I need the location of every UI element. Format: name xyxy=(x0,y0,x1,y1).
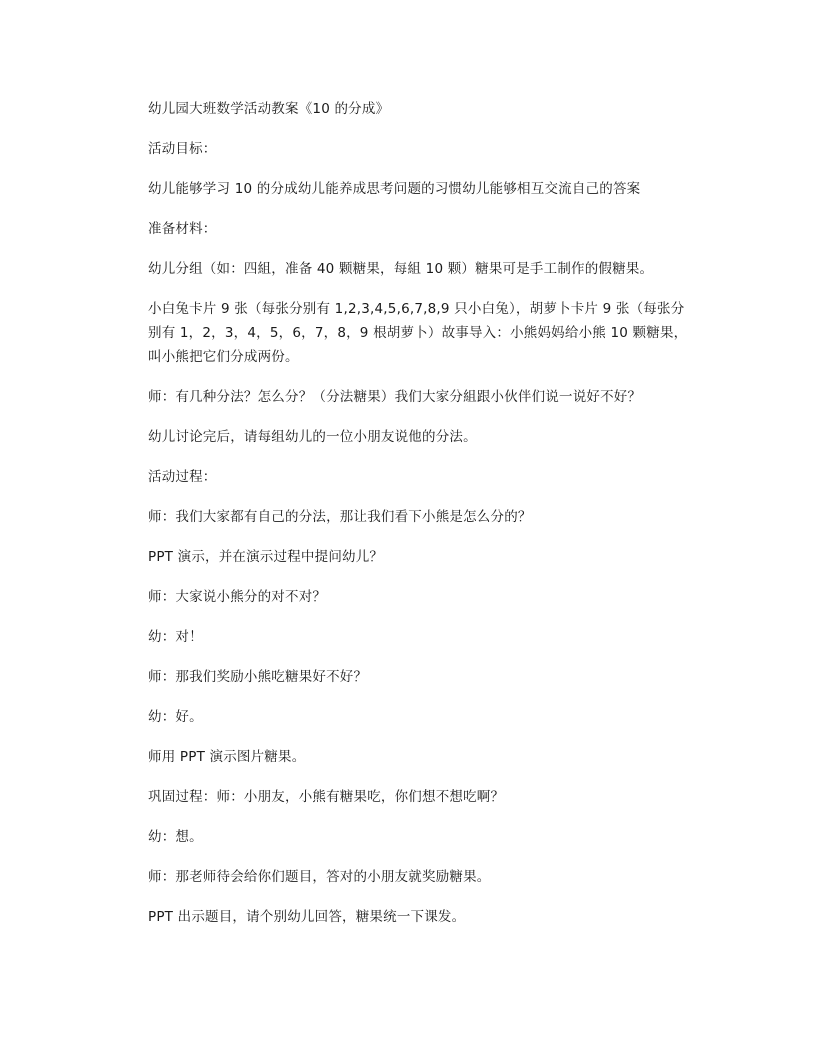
paragraph-teacher-2: 师：大家说小熊分的对不对？ xyxy=(148,589,327,605)
document-title: 幼儿园大班数学活动教案《10 的分成》 xyxy=(148,101,390,117)
paragraph-goals: 幼儿能够学习 10 的分成幼儿能养成思考问题的习惯幼儿能够相互交流自己的答案 xyxy=(148,181,641,197)
paragraph-grouping: 幼儿分组（如：四組，准备 40 颗糖果，每組 10 颗）糖果可是手工制作的假糖果。 xyxy=(148,261,654,277)
paragraph-teacher-4: 师：那老师待会给你们题目，答对的小朋友就奖励糖果。 xyxy=(148,869,491,885)
paragraph-discussion: 幼儿讨论完后，请每组幼儿的一位小朋友说他的分法。 xyxy=(148,429,477,445)
paragraph-cards-and-story: 小白兔卡片 9 张（每张分别有 1,2,3,4,5,6,7,8,9 只小白兔），胡萝卜卡片 9 张（每张分别有 1，2，3，4，5，6，7，8，9 根胡萝卜）故事导入：小熊妈妈给小熊 10 颗糖果，叫小熊把它们分成两份。 xyxy=(148,301,688,365)
paragraph-child-2: 幼：好。 xyxy=(148,709,203,725)
paragraph-teacher-3: 师：那我们奖励小熊吃糖果好不好？ xyxy=(148,669,368,685)
paragraph-teacher-question: 师：有几种分法？怎么分？（分法糖果）我们大家分組跟小伙伴们说一说好不好？ xyxy=(148,389,642,405)
section-heading-process: 活动过程： xyxy=(148,469,217,485)
section-heading-goals: 活动目标： xyxy=(148,141,217,157)
paragraph-child-3: 幼：想。 xyxy=(148,829,203,845)
paragraph-teacher-1: 师：我们大家都有自己的分法，那让我们看下小熊是怎么分的？ xyxy=(148,509,532,525)
section-heading-materials: 准备材料： xyxy=(148,221,217,237)
paragraph-ppt-demo: PPT 演示，并在演示过程中提问幼儿？ xyxy=(148,549,384,565)
paragraph-ppt-candy: 师用 PPT 演示图片糖果。 xyxy=(148,749,306,765)
paragraph-consolidation: 巩固过程：师：小朋友，小熊有糖果吃，你们想不想吃啊？ xyxy=(148,789,505,805)
paragraph-ppt-questions: PPT 出示题目，请个别幼儿回答，糖果统一下课发。 xyxy=(148,909,466,925)
paragraph-child-1: 幼：对！ xyxy=(148,629,203,645)
